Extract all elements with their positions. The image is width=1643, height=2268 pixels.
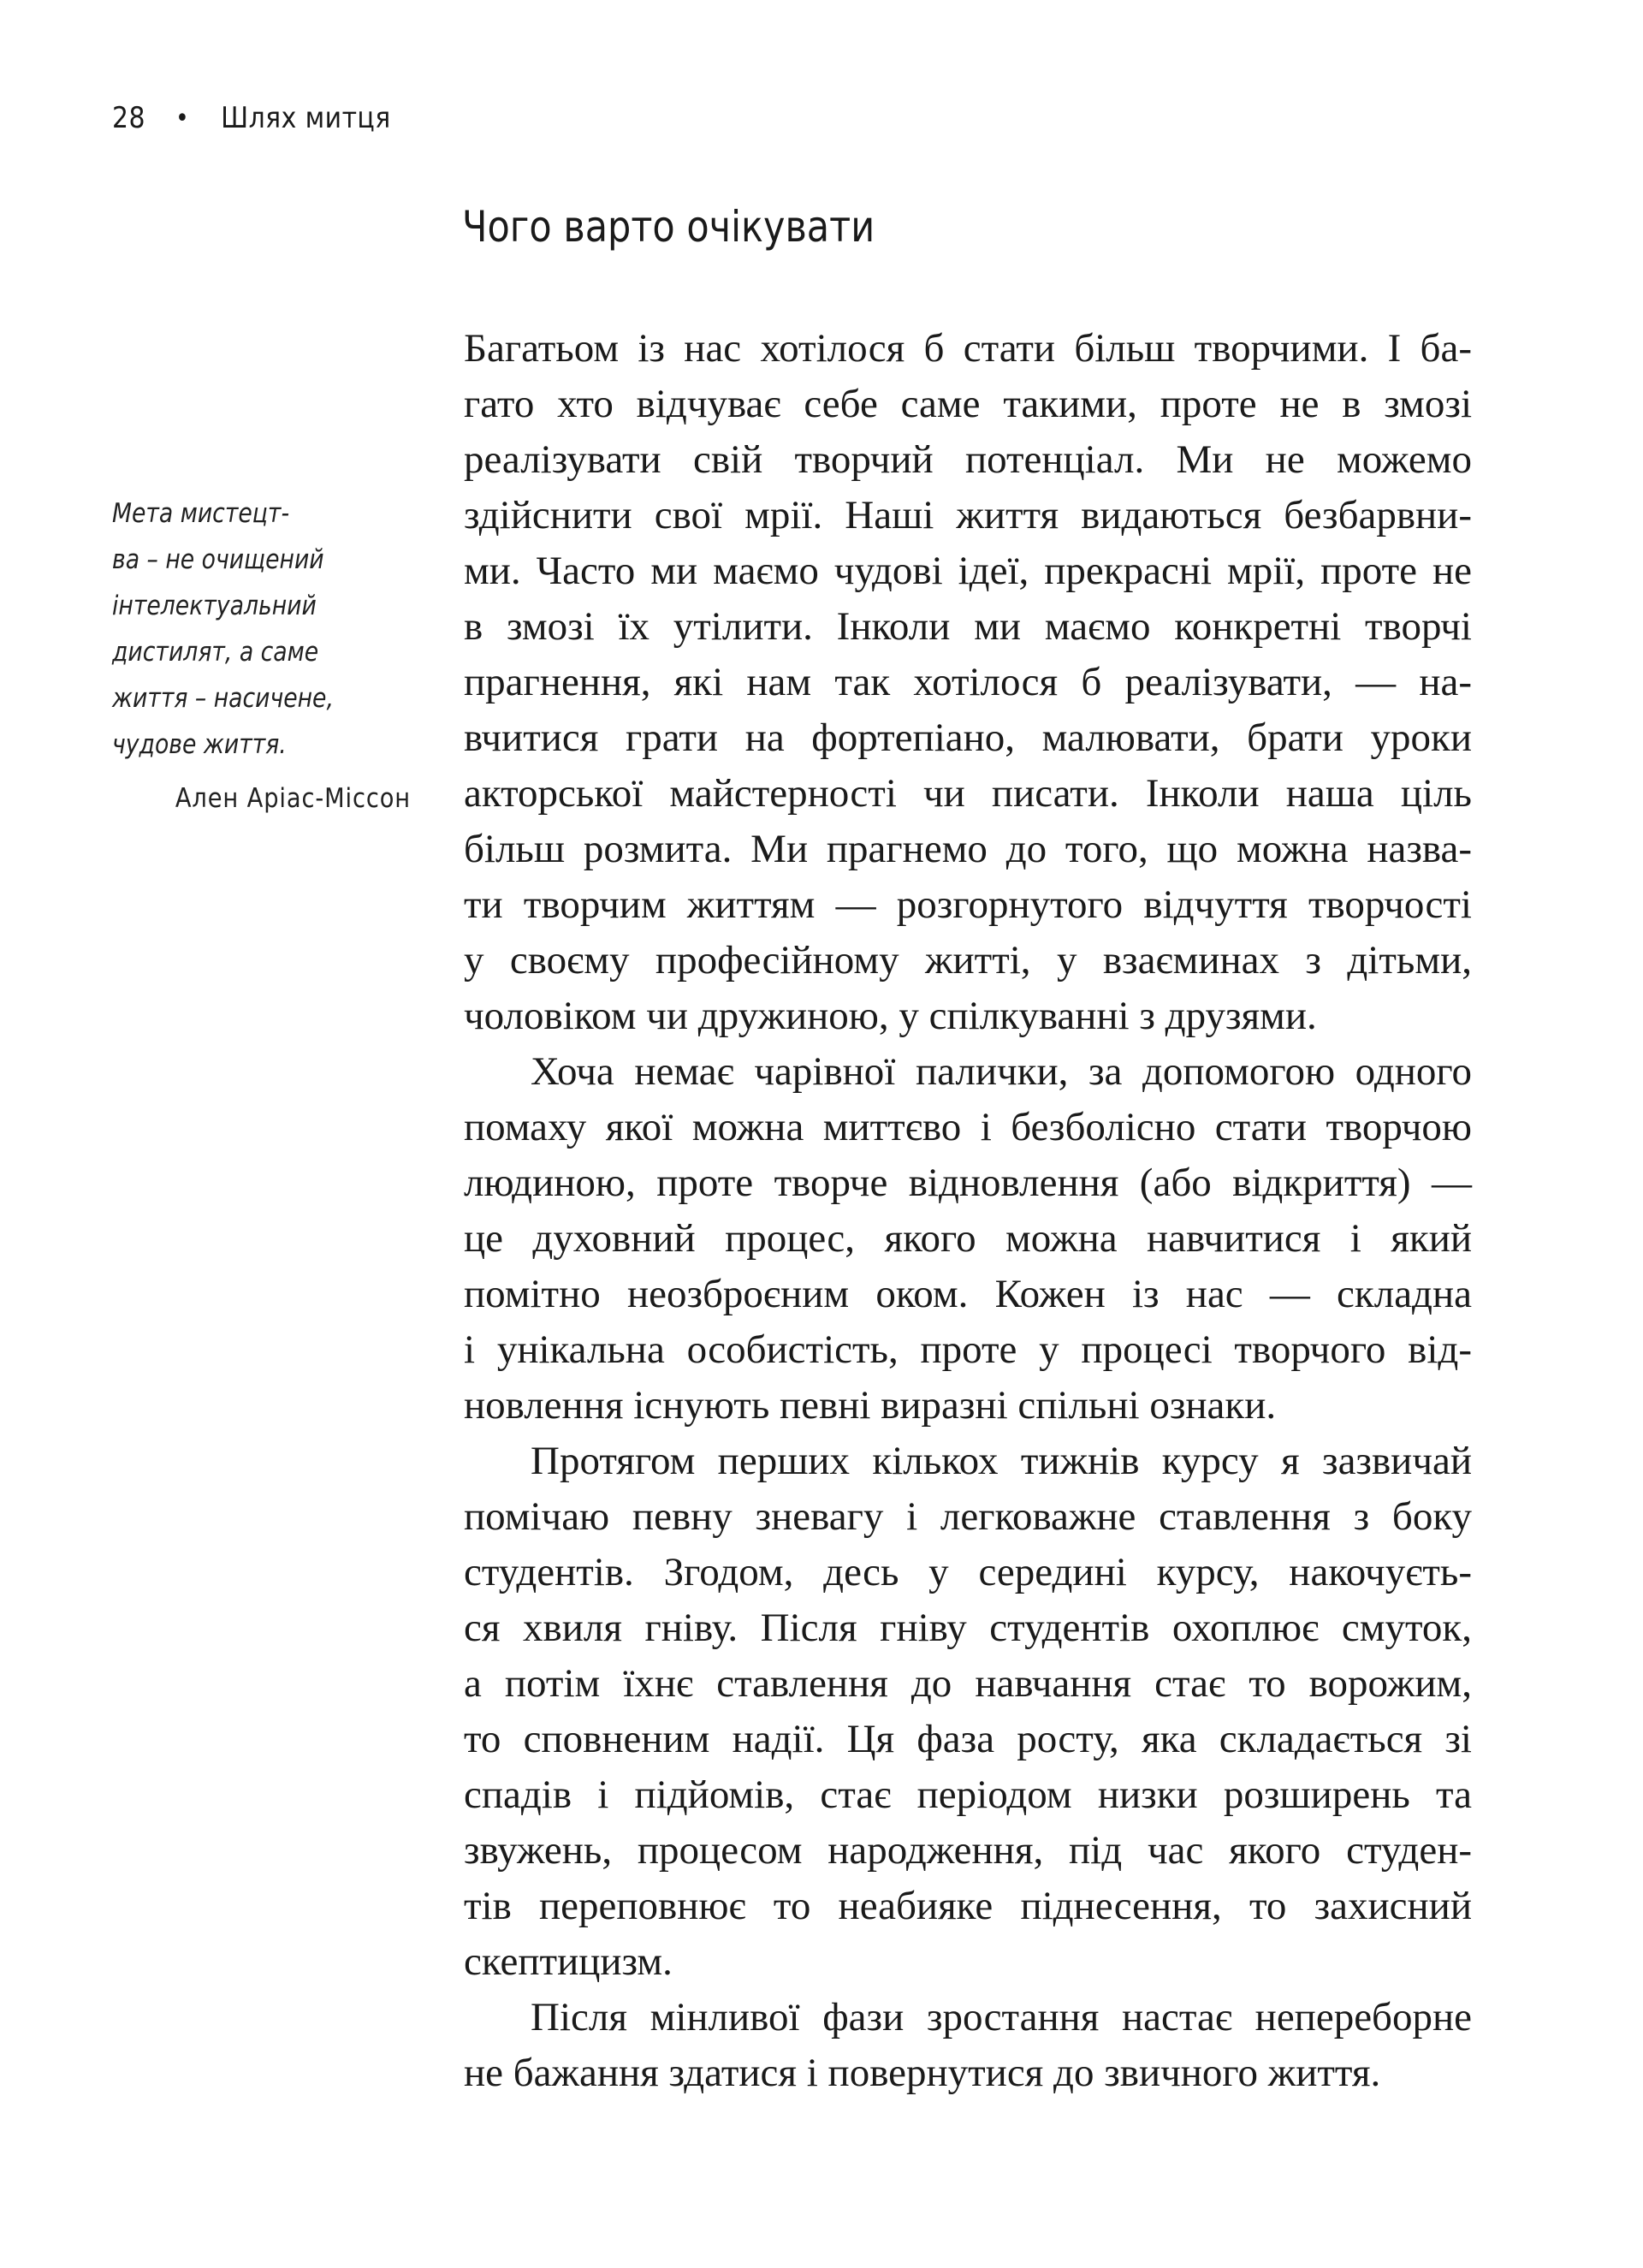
text-line: у своєму професійному житті, у взаєминах з дітьми, xyxy=(464,938,1472,983)
body-text xyxy=(464,321,1472,2101)
text-line: це духовний процес, якого можна навчитися і який xyxy=(464,1216,1472,1261)
text-line: Протягом перших кількох тижнів курсу я зазвичай xyxy=(531,1439,1472,1483)
paragraph xyxy=(464,1990,1472,2101)
text-line: то сповненим надії. Ця фаза росту, яка складається зі xyxy=(464,1717,1472,1761)
text-line: не бажання здатися і повернутися до звичного життя. xyxy=(464,2051,1381,2095)
text-line: тів переповнює то неабияке піднесення, то захисний xyxy=(464,1884,1472,1928)
book-title: Шлях митця xyxy=(221,101,391,135)
text-line: спадів і підйомів, стає періодом низки розширень та xyxy=(464,1772,1472,1817)
text-line: більш розмита. Ми прагнемо до того, що можна назва- xyxy=(464,827,1472,871)
text-line: скептицизм. xyxy=(464,1939,673,1984)
text-line: студентів. Згодом, десь у середині курсу, накочуєть- xyxy=(464,1550,1472,1594)
text-line: Хоча немає чарівної палички, за допомогою одного xyxy=(531,1049,1472,1094)
quote-line: чудове життя. xyxy=(112,729,287,760)
paragraph xyxy=(464,1434,1472,1990)
text-line: гато хто відчуває себе саме такими, проте не в змозі xyxy=(464,382,1472,426)
text-line: прагнення, які нам так хотілося б реалізувати, — на- xyxy=(464,660,1472,704)
text-line: помаху якої можна миттєво і безболісно стати творчою xyxy=(464,1105,1472,1149)
section-heading: Чого варто очікувати xyxy=(462,202,875,252)
text-line: звужень, процесом народження, під час якого студен- xyxy=(464,1828,1472,1873)
text-line: Після мінливої фази зростання настає непереборне xyxy=(531,1995,1472,2039)
text-line: помітно неозброєним оком. Кожен із нас — складна xyxy=(464,1272,1472,1316)
text-line: ми. Часто ми маємо чудові ідеї, прекрасні мрії, проте не xyxy=(464,549,1472,593)
text-line: чоловіком чи дружиною, у спілкуванні з друзями. xyxy=(464,994,1317,1038)
text-line: ти творчим життям — розгорнутого відчуття творчості xyxy=(464,882,1472,927)
page-number: 28 xyxy=(112,101,145,135)
text-line: а потім їхнє ставлення до навчання стає то ворожим, xyxy=(464,1661,1472,1706)
text-line: людиною, проте творче відновлення (або відкриття) — xyxy=(464,1161,1472,1205)
text-line: і унікальна особистість, проте у процесі творчого від- xyxy=(464,1327,1472,1372)
quote-author: Ален Аріас-Міссон xyxy=(175,783,411,814)
text-line: акторської майстерності чи писати. Інколи наша ціль xyxy=(464,771,1472,816)
paragraph xyxy=(464,321,1472,1044)
quote-line: Мета мистецт- xyxy=(112,498,290,529)
text-line: в змозі їх утілити. Інколи ми маємо конкретні творчі xyxy=(464,604,1472,649)
text-line: реалізувати свій творчий потенціал. Ми не можемо xyxy=(464,437,1472,482)
bullet-separator: • xyxy=(175,103,190,134)
text-line: новлення існують певні виразні спільні ознаки. xyxy=(464,1383,1277,1428)
text-line: помічаю певну зневагу і легковажне ставлення з боку xyxy=(464,1494,1472,1539)
text-line: вчитися грати на фортепіано, малювати, брати уроки xyxy=(464,715,1472,760)
quote-line: дистилят, а саме xyxy=(112,637,319,668)
paragraph xyxy=(464,1044,1472,1434)
text-line: ся хвиля гніву. Після гніву студентів охоплює смуток, xyxy=(464,1606,1472,1650)
text-line: Багатьом із нас хотілося б стати більш творчими. І ба- xyxy=(464,326,1472,371)
sidebar-quote xyxy=(112,490,420,768)
text-line: здійснити свої мрії. Наші життя видаються безбарвни- xyxy=(464,493,1472,537)
quote-line: інтелектуальний xyxy=(112,591,317,621)
quote-line: ва – не очищений xyxy=(112,544,324,575)
running-head xyxy=(112,101,391,135)
quote-line: життя – насичене, xyxy=(112,683,334,714)
